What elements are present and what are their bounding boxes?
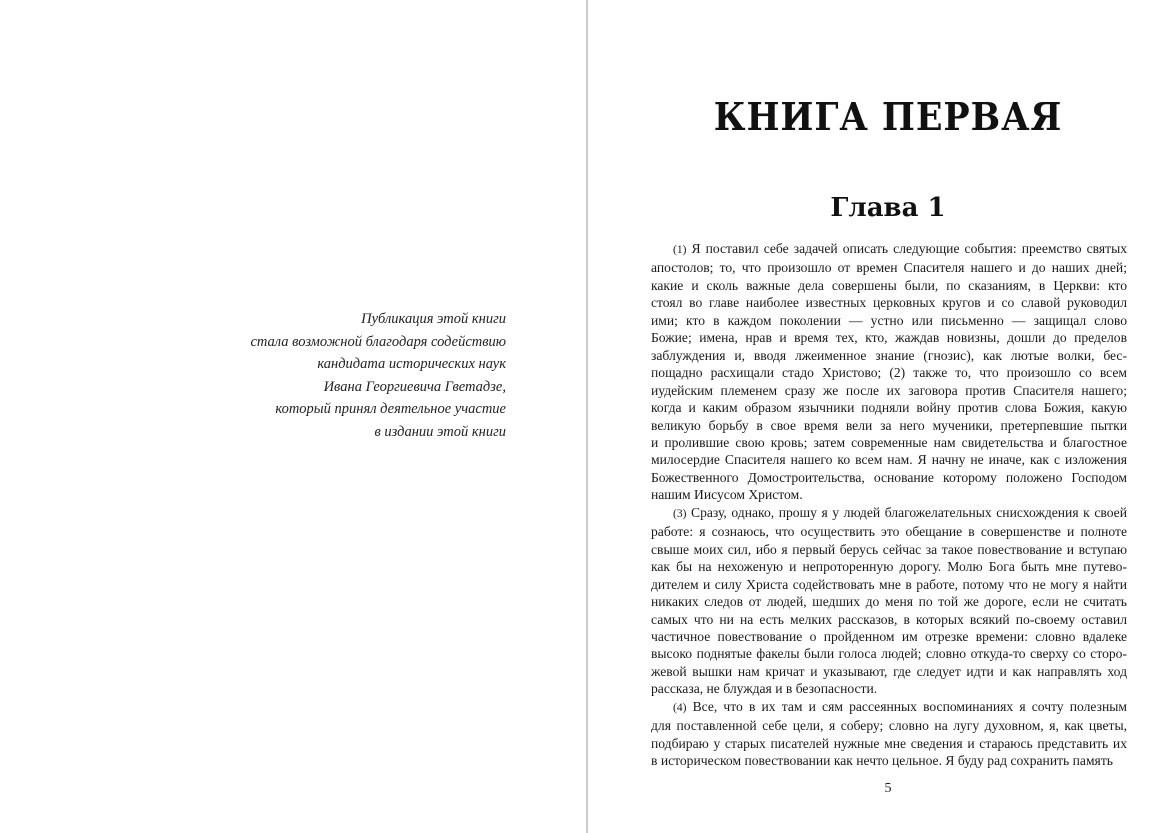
line-text: самых что ни на есть мелких рассказов, в которых всякий по-своему оставил	[651, 611, 1127, 627]
section-marker: (3)	[673, 507, 687, 520]
text-line	[651, 382, 1127, 399]
text-line	[651, 576, 1127, 593]
text-line	[651, 523, 1127, 540]
text-line	[651, 645, 1127, 662]
line-text: какие и сколь важные дела совершены были, по сказаниям, в Церкви: кто	[651, 277, 1127, 293]
dedication-line: Ивана Георгиевича Гветадзе,	[323, 378, 506, 395]
line-text: Я поставил себе задачей описать следующие события: преемство святых	[686, 241, 1127, 256]
text-line	[651, 399, 1127, 416]
text-line	[651, 752, 1127, 769]
text-line	[651, 347, 1127, 364]
paragraph	[651, 698, 1127, 770]
text-line	[651, 735, 1127, 752]
text-line	[651, 469, 1127, 486]
line-text: Божие; имена, нрав и время тех, кто, жаждав новизны, дошли до пределов	[651, 330, 1127, 346]
section-marker: (4)	[673, 701, 687, 714]
left-page	[0, 0, 586, 833]
text-line	[651, 417, 1127, 434]
line-text: рассказа, не блуждая и в безопасности.	[651, 681, 878, 697]
paragraph	[651, 504, 1127, 698]
text-line	[651, 593, 1127, 610]
line-text: для поставленной себе цели, я соберу; словно на лугу духовном, я, как цветы,	[651, 718, 1127, 734]
text-line	[651, 504, 1127, 523]
text-line	[651, 294, 1127, 311]
text-line	[651, 663, 1127, 680]
dedication-line: кандидата исторических наук	[317, 356, 506, 372]
line-text: жевой вышки нам кричат и указывают, где следует идти и как направлять ход	[651, 663, 1127, 679]
chapter-title: Глава 1	[830, 193, 946, 223]
text-line	[651, 486, 1127, 503]
line-text: стоял во главе наиболее известных церковных кругов и со славой руководил	[651, 295, 1127, 311]
text-line	[651, 364, 1127, 381]
dedication-line: в издании этой книги	[374, 423, 506, 440]
right-page	[588, 0, 1173, 833]
text-line	[651, 558, 1127, 575]
dedication-line: который принял деятельное участие	[275, 401, 506, 417]
text-line	[651, 434, 1127, 451]
line-text: частичное повествование о пройденном им отрезке времени: словно вдалеке	[651, 628, 1127, 644]
body-text	[651, 240, 1127, 770]
text-line	[651, 611, 1127, 628]
text-line	[651, 680, 1127, 697]
line-text: и пролившие свою кровь; затем современные нам свидетельства и благостное	[651, 434, 1127, 450]
line-text: работе: я сознаюсь, что осуществить это обещание в совершенстве и полноте	[651, 524, 1127, 540]
text-line	[651, 451, 1127, 468]
line-text: нашим Иисусом Христом.	[651, 487, 803, 503]
line-text: иудейским племенем сразу же после их заговора против Спасителя нашего;	[651, 382, 1127, 398]
line-text: великую борьбу в свое время вели за него мученики, претерпевшие пытки	[651, 417, 1127, 433]
dedication-text	[206, 308, 506, 443]
line-text: заблуждения и, вводя лжеименное знание (гнозис), как лютые волки, бес-	[651, 347, 1127, 363]
line-text: дителем и силу Христа содействовать мне в работе, потому что не могу я найти	[651, 576, 1127, 592]
line-text: никаких следов от людей, шедших до меня по той же дороге, если не считать	[651, 594, 1127, 610]
line-text: свыше моих сил, ибо я первый берусь сейчас за такое повествование и вступаю	[651, 541, 1127, 557]
text-line	[651, 259, 1127, 276]
line-text: милосердие Спасителя нашего ко всем нам. Я начну не иначе, как с изложения	[651, 452, 1127, 468]
text-line	[651, 240, 1127, 259]
line-text: когда и каким образом язычники подняли войну против слова Божия, какую	[651, 400, 1127, 416]
text-line	[651, 717, 1127, 734]
line-text: как бы на нехоженую и непроторенную дорогу. Молю Бога быть мне путево-	[651, 559, 1127, 575]
line-text: Божественного Домостроительства, основание которому положено Господом	[651, 469, 1127, 485]
text-line	[651, 277, 1127, 294]
section-marker: (1)	[673, 244, 687, 256]
line-text: апостолов; то, что произошло от времен Спасителя нашего и до наших дней;	[651, 260, 1127, 276]
page-number: 5	[884, 781, 892, 796]
text-line	[651, 329, 1127, 346]
book-title: КНИГА ПЕРВАЯ	[713, 94, 1063, 139]
text-line	[651, 541, 1127, 558]
paragraph	[651, 240, 1127, 504]
dedication-line: Публикация этой книги	[361, 311, 506, 327]
line-text: Все, что в их там и сям рассеянных воспоминаниях я сочту полезным	[686, 698, 1127, 714]
line-text: в историческом повествовании как нечто цельное. Я буду рад сохранить память	[651, 753, 1113, 769]
text-line	[651, 312, 1127, 329]
line-text: Сразу, однако, прошу я у людей благожелательных снисхождения к своей	[686, 504, 1127, 520]
line-text: подбираю у старых писателей нужные мне сведения и стараюсь представить их	[651, 735, 1127, 751]
line-text: высоко поднятые факелы были голоса людей; словно откуда-то сверху со сторо-	[651, 646, 1127, 662]
line-text: пощадно расхищали стадо Христово; (2) также то, что произошло со всем	[651, 365, 1127, 381]
text-line	[651, 698, 1127, 717]
dedication-line: стала возможной благодаря содействию	[250, 333, 506, 350]
line-text: ими; кто в каждом поколении — устно или письменно — защищал слово	[651, 312, 1127, 328]
text-line	[651, 628, 1127, 645]
